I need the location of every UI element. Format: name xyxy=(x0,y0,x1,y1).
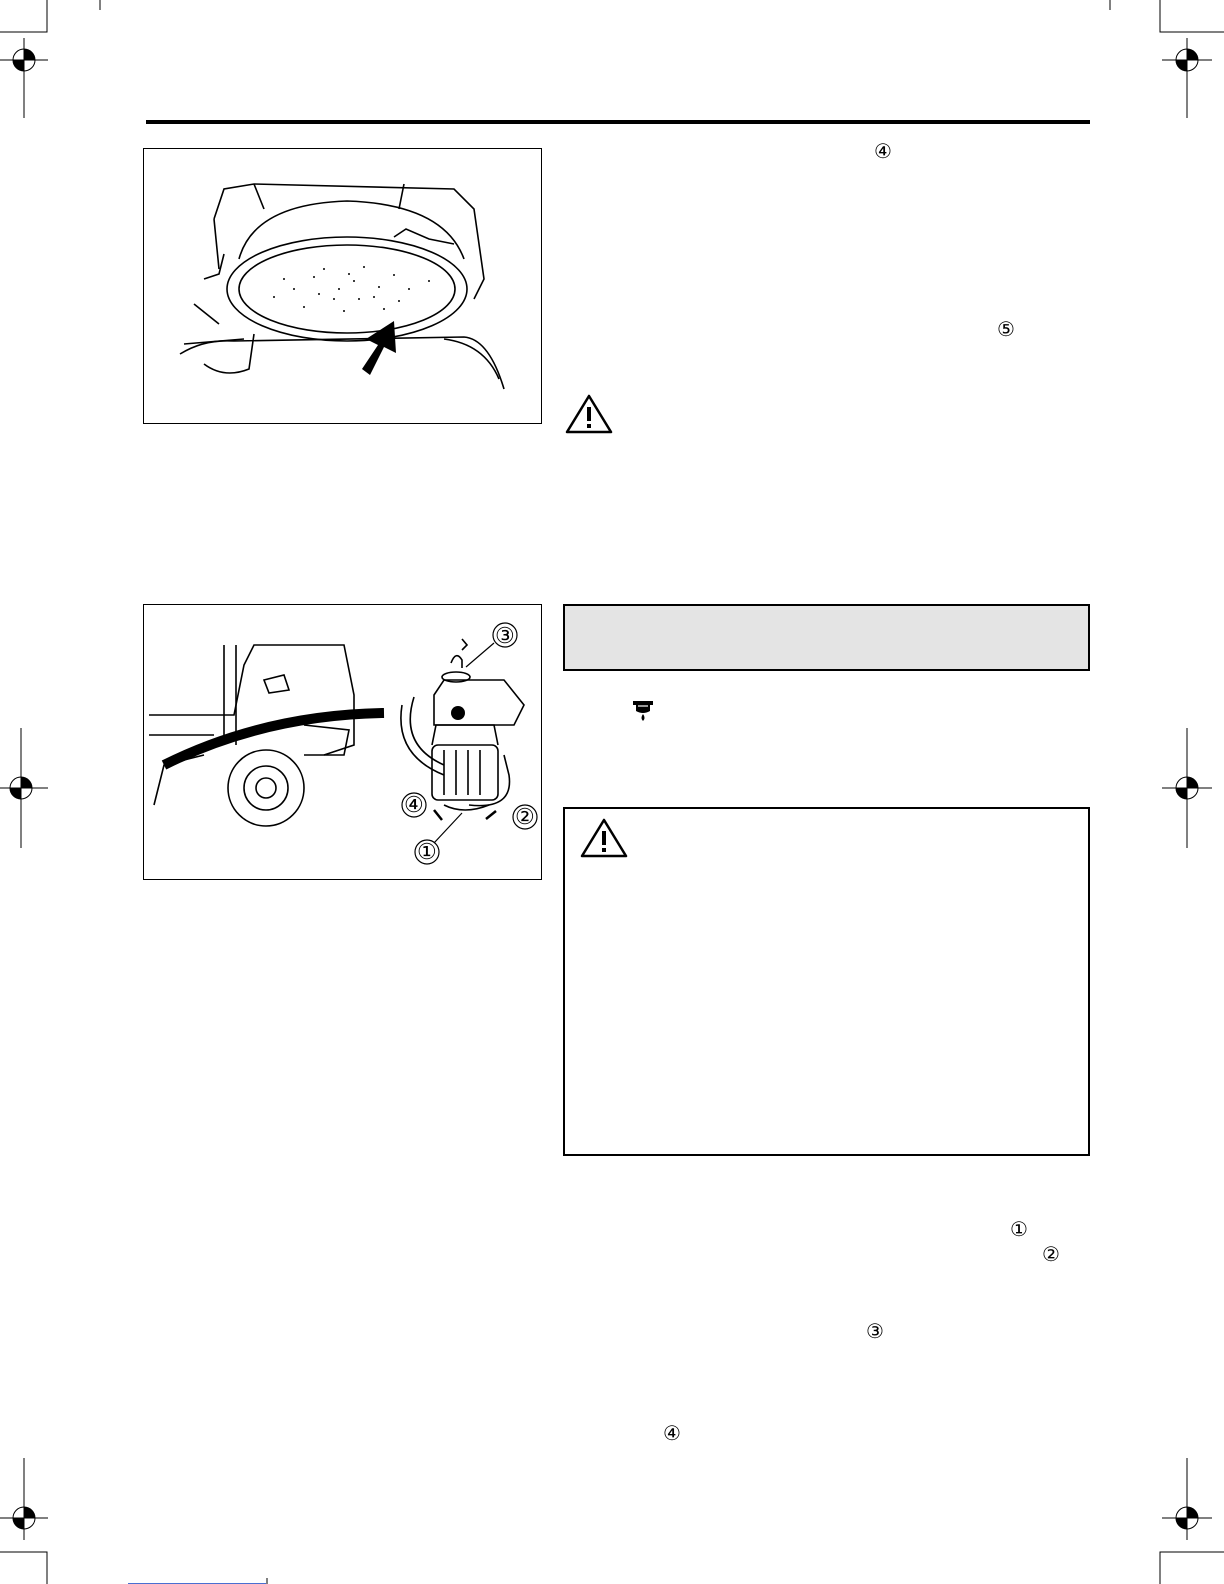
callout-2: ② xyxy=(515,804,535,829)
fuel-water-separator-icon xyxy=(630,697,656,728)
callout-top-5: ⑤ xyxy=(997,317,1015,341)
header-rule xyxy=(146,120,1090,124)
fuel-filter-figure xyxy=(143,604,542,880)
callout-bottom-4: ④ xyxy=(663,1421,681,1445)
warning-triangle-icon xyxy=(579,817,629,864)
callout-bottom-3: ③ xyxy=(866,1319,884,1343)
callout-3: ③ xyxy=(495,623,515,648)
callout-1: ① xyxy=(417,839,437,864)
callout-top-4: ④ xyxy=(874,139,892,163)
warning-box xyxy=(563,807,1090,1156)
fuel-filter-illustration xyxy=(144,605,540,878)
warning-triangle-icon xyxy=(564,393,614,440)
air-cleaner-illustration xyxy=(144,149,540,422)
callout-4: ④ xyxy=(404,792,424,817)
section-header-box xyxy=(563,604,1090,671)
callout-bottom-2: ② xyxy=(1042,1242,1060,1266)
air-cleaner-figure xyxy=(143,148,542,424)
callout-bottom-1: ① xyxy=(1010,1217,1028,1241)
